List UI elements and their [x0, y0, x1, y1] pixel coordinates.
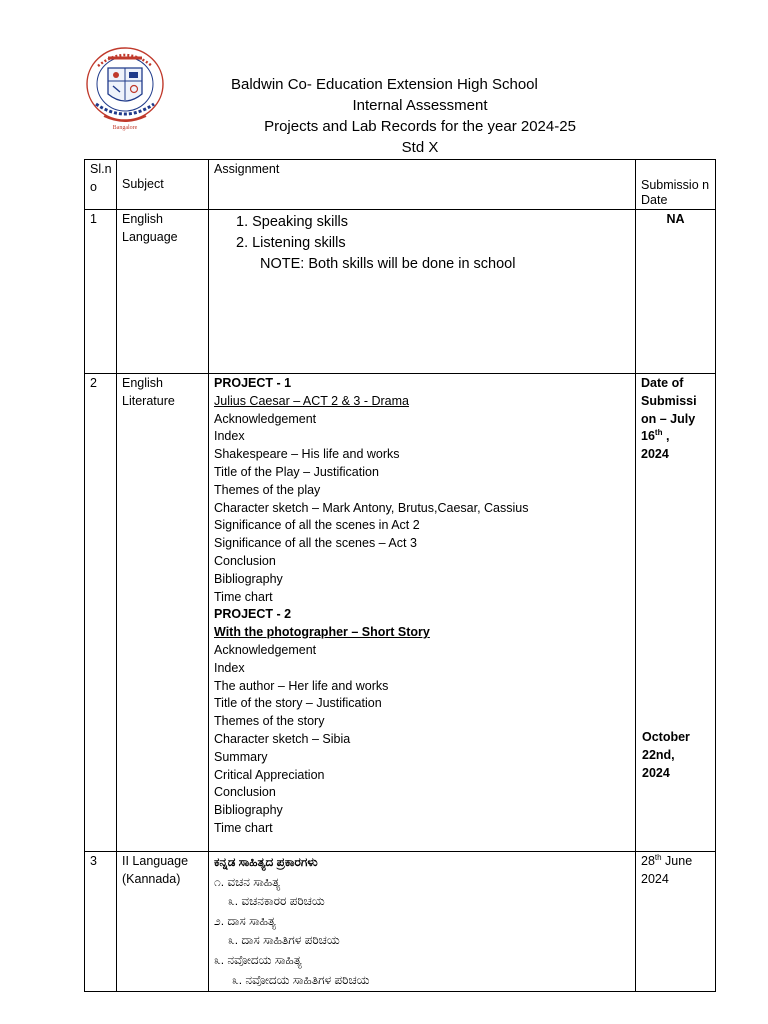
list-item: Index — [214, 660, 245, 675]
row-slno: 1 — [85, 210, 117, 374]
list-item: Conclusion — [214, 553, 276, 568]
project1-items — [214, 411, 630, 607]
list-item: Bibliography — [214, 571, 283, 586]
list-item: ೩. ನವೋದಯ ಸಾಹಿತಿಗಳ ಪರಿಚಯ — [232, 972, 370, 987]
row-slno: 2 — [85, 374, 117, 852]
list-item: Bibliography — [214, 803, 283, 818]
date-line: 16th , — [641, 428, 670, 444]
date-line: 2024 — [642, 765, 670, 780]
date-line: 2024 — [641, 447, 669, 462]
date-line: 22nd, — [642, 747, 675, 762]
row-date — [636, 374, 716, 852]
list-item: Title of the story – Justification — [214, 696, 382, 711]
list-item: 2. Listening skills — [236, 235, 346, 251]
list-item: Character sketch – Mark Antony, Brutus,Caesar, Cassius — [214, 500, 529, 515]
list-item: Critical Appreciation — [214, 767, 325, 782]
project-title: Julius Caesar – ACT 2 & 3 - Drama — [214, 393, 409, 408]
list-item: ೩. ದಾಸ ಸಾಹಿತಿಗಳ ಪರಿಚಯ — [228, 933, 340, 948]
row-subject: English Literature — [117, 374, 209, 852]
list-item: Time chart — [214, 820, 273, 835]
logo-caption: Bangalore — [112, 125, 138, 131]
header-assignment: Assignment — [209, 160, 636, 210]
table-row — [85, 852, 716, 992]
list-item: Themes of the story — [214, 714, 325, 729]
assignment-table — [84, 159, 716, 992]
row-assignment — [209, 210, 636, 374]
list-item: The author – Her life and works — [214, 678, 389, 693]
row-assignment — [209, 374, 636, 852]
date-submission-1 — [641, 375, 710, 464]
header-subject: Subject — [117, 160, 209, 210]
project-title: With the photographer – Short Story — [214, 625, 430, 640]
school-name: Baldwin Co- Education Extension High School — [231, 76, 538, 93]
list-item: Acknowledgement — [214, 411, 317, 426]
list-item: Index — [214, 429, 245, 444]
row-subject: English Language — [117, 210, 209, 374]
school-crest-logo — [84, 46, 166, 132]
std-label: Std X — [401, 139, 439, 156]
note-text: NOTE: Both skills will be done in school — [260, 256, 516, 272]
list-item: Significance of all the scenes – Act 3 — [214, 536, 417, 551]
date-line: 28th June — [641, 852, 693, 868]
table-row — [85, 210, 716, 374]
table-header-row — [85, 160, 716, 210]
row-assignment — [209, 852, 636, 992]
list-item: ೩. ವಚನಕಾರರ ಪರಿಚಯ — [228, 894, 325, 909]
date-line: Date of — [641, 376, 684, 390]
list-item: Character sketch – Sibia — [214, 731, 351, 746]
list-item: ೨. ದಾಸ ಸಾಹಿತ್ಯ — [214, 913, 276, 928]
list-item: 1. Speaking skills — [236, 214, 349, 230]
document-header — [205, 74, 635, 158]
assessment-title: Internal Assessment — [352, 97, 488, 114]
date-submission-2 — [642, 729, 690, 782]
date-line: Submissi — [641, 393, 697, 408]
header-submission-date: Submissio n Date — [636, 160, 716, 210]
list-item: Significance of all the scenes in Act 2 — [214, 518, 420, 533]
date-line: 2024 — [641, 871, 669, 886]
list-item: Time chart — [214, 589, 273, 604]
list-item: Summary — [214, 749, 268, 764]
list-item: ೧. ವಚನ ಸಾಹಿತ್ಯ — [214, 874, 281, 889]
row-date: NA — [636, 210, 716, 374]
row-subject: II Language (Kannada) — [117, 852, 209, 992]
project-label: PROJECT - 1 — [214, 376, 292, 390]
row-slno: 3 — [85, 852, 117, 992]
list-item: Conclusion — [214, 785, 276, 800]
date-line: on – July — [641, 411, 696, 426]
kannada-heading: ಕನ್ನಡ ಸಾಹಿತ್ಯದ ಪ್ರಕಾರಗಳು — [214, 855, 318, 869]
list-item: Themes of the play — [214, 482, 321, 497]
list-item: Title of the Play – Justification — [214, 464, 379, 479]
date-line: October — [642, 730, 690, 744]
list-item: Shakespeare – His life and works — [214, 447, 400, 462]
header-slno: Sl.n o — [85, 160, 117, 210]
project-label: PROJECT - 2 — [214, 607, 292, 622]
row-date — [636, 852, 716, 992]
projects-title: Projects and Lab Records for the year 2024-25 — [264, 118, 576, 135]
project2-items — [214, 642, 630, 838]
table-row — [85, 374, 716, 852]
list-item: Acknowledgement — [214, 642, 317, 657]
list-item: ೩. ನವೋದಯ ಸಾಹಿತ್ಯ — [214, 952, 302, 967]
